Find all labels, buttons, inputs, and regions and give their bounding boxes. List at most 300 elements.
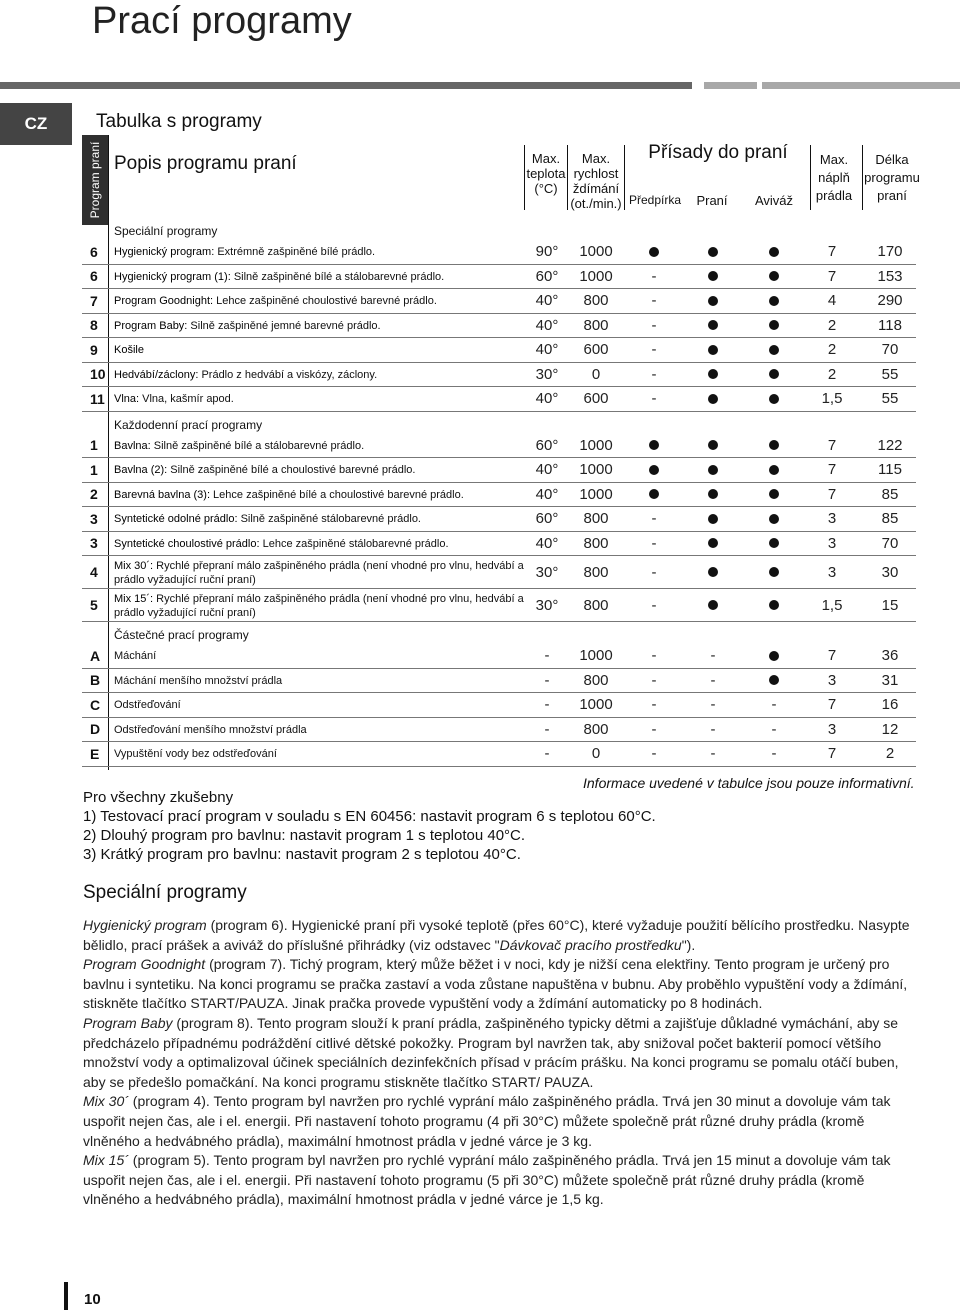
table-row (82, 556, 916, 589)
program-name: Program Goodnight: (114, 295, 214, 307)
filled-dot-icon (769, 514, 779, 524)
header-duration-l3: praní (877, 188, 907, 203)
filled-dot-icon (769, 296, 779, 306)
cell-temp: 90° (535, 243, 559, 261)
program-lead: Program Baby (83, 1014, 173, 1031)
program-number: 1 (90, 461, 98, 478)
cell-temp: 60° (535, 267, 559, 285)
cell-dur: 36 (881, 647, 899, 665)
cell-soft (741, 387, 807, 411)
program-number: 5 (90, 597, 98, 613)
header-prewash (624, 193, 686, 208)
cell-load: 7 (827, 696, 837, 714)
cell-pre: - (651, 365, 657, 383)
header-max-spin (568, 151, 624, 211)
filled-dot-icon (649, 465, 659, 475)
cell-wash (685, 387, 741, 411)
cell-wash (685, 507, 741, 531)
program-description: Program Baby: Silně zašpiněné jemné barevné prádlo. (114, 319, 381, 332)
cell-wash: - (710, 745, 716, 763)
cell-spin: 800 (583, 596, 609, 614)
cell-temp: 40° (535, 292, 559, 310)
filled-dot-icon (708, 320, 718, 330)
cell-wash: - (710, 647, 716, 665)
filled-dot-icon (649, 489, 659, 499)
cell-spin: 1000 (579, 696, 613, 714)
section-label: Částečné prací programy (114, 628, 249, 642)
cell-load: 7 (827, 243, 837, 261)
program-description: Máchání menšího množství prádla (114, 674, 283, 687)
header-duration-l1: Délka (875, 152, 909, 167)
cell-load: 3 (827, 671, 837, 689)
header-softener (741, 193, 807, 208)
cell-spin: 800 (583, 720, 609, 738)
cell-pre: - (651, 745, 657, 763)
filled-dot-icon (708, 296, 718, 306)
cell-wash: - (710, 696, 716, 714)
program-description: Vlna: Vlna, kašmír apod. (114, 393, 234, 405)
cell-spin: 1000 (579, 647, 613, 665)
table-row (82, 458, 916, 483)
cell-load: 7 (827, 267, 837, 285)
special-programs-text (83, 916, 919, 1210)
program-description: Syntetické odolné prádlo: Silně zašpiněné stálobarevné prádlo. (114, 513, 421, 525)
program-number: 6 (90, 243, 98, 260)
table-row (82, 240, 916, 265)
cell-soft (741, 589, 807, 621)
program-description: Odstřeďování (114, 699, 181, 711)
table-row (82, 644, 916, 669)
cell-wash (685, 458, 741, 482)
cell-wash (685, 434, 741, 458)
special-paragraph: Program Baby (program 8). Tento program slouží k praní prádla, zašpiněného typicky dětmi a zajišťuje důkladné vymáchání, aby se předcházelo případnému podráždění citlivé dětské pokožky. Program byl navržen tak, aby snižoval počet bakterií pomocí většího množství vody a optimalizoval účinek speciálních dezinfekčních přísad v prácím prášku. Na konci programu se pomalu otáčí buben, aby se předešlo pomačkání. Na konci programu stiskněte tlačítko START/ PAUZA. (83, 1014, 899, 1090)
program-number: D (90, 721, 101, 738)
cell-spin: 1000 (579, 461, 613, 479)
program-description: Hedvábí/záclony: Prádlo z hedvábí a viskózy, záclony. (114, 368, 378, 381)
filled-dot-icon (708, 538, 718, 548)
table-row (82, 589, 916, 622)
cell-wash (685, 265, 741, 289)
program-description: Hygienický program: Extrémně zašpiněné bílé prádlo. (114, 246, 376, 258)
cell-wash: - (710, 671, 716, 689)
cell-dur: 31 (881, 671, 899, 689)
cell-wash (685, 589, 741, 621)
cell-pre: - (651, 720, 657, 738)
header-max-load (808, 151, 860, 205)
cell-load: 2 (827, 365, 837, 383)
cell-pre: - (651, 390, 657, 408)
table-row (82, 483, 916, 508)
program-number: 2 (90, 486, 98, 503)
cell-soft (741, 532, 807, 556)
filled-dot-icon (769, 345, 779, 355)
cell-load: 3 (827, 534, 837, 552)
cell-dur: 55 (881, 390, 899, 408)
table-row (82, 363, 916, 388)
cell-pre (623, 240, 685, 264)
program-name: Syntetické odolné prádlo: (114, 513, 238, 525)
cell-pre: - (651, 596, 657, 614)
tests-line-3: 3) Krátký program pro bavlnu: nastavit program 2 s teplotou 40°C. (83, 846, 521, 863)
cell-dur: 85 (881, 510, 899, 528)
cell-temp: 40° (535, 534, 559, 552)
cell-pre: - (651, 292, 657, 310)
cell-pre: - (651, 647, 657, 665)
filled-dot-icon (708, 271, 718, 281)
filled-dot-icon (769, 600, 779, 610)
cell-load: 2 (827, 316, 837, 334)
filled-dot-icon (708, 600, 718, 610)
program-number: 11 (90, 390, 105, 407)
program-number: 4 (90, 564, 98, 580)
cell-pre (623, 434, 685, 458)
cell-soft (741, 669, 807, 693)
header-divider-3 (624, 145, 625, 210)
filled-dot-icon (769, 369, 779, 379)
cell-spin: 800 (583, 534, 609, 552)
cell-spin: 0 (591, 745, 601, 763)
footer-rule (64, 1282, 68, 1310)
program-description: Syntetické choulostivé prádlo: Lehce zašpiněné stálobarevné prádlo. (114, 537, 449, 550)
filled-dot-icon (769, 489, 779, 499)
tests-line-2: 2) Dlouhý program pro bavlnu: nastavit program 1 s teplotou 40°C. (83, 827, 526, 844)
table-row (82, 434, 916, 459)
cell-dur: 15 (881, 596, 899, 614)
header-divider-5 (862, 145, 863, 210)
table-note: Informace uvedené v tabulce jsou pouze informativní. (583, 775, 915, 791)
header-additives (626, 142, 810, 163)
filled-dot-icon (708, 465, 718, 475)
program-lead: Program Goodnight (83, 956, 206, 973)
header-max-temp-l1: Max. (531, 151, 561, 166)
header-softener-text: Aviváž (754, 193, 794, 208)
cell-load: 1,5 (821, 390, 843, 408)
cell-dur: 122 (877, 436, 903, 454)
header-wash (684, 193, 740, 208)
tests-heading: Pro všechny zkušebny (83, 789, 234, 806)
cell-load: 3 (827, 720, 837, 738)
program-description: Bavlna (2): Silně zašpiněné bílé a choulostivé barevné prádlo. (114, 464, 416, 476)
program-number: 9 (90, 341, 98, 358)
program-description: Barevná bavlna (3): Lehce zašpiněné bílé a choulostivé barevné prádlo. (114, 488, 464, 501)
program-name: Bavlna (2): (114, 464, 168, 476)
cell-load: 7 (827, 745, 837, 763)
program-name: Hygienický program: (114, 246, 215, 258)
header-rule-light-1 (704, 82, 757, 89)
cell-temp: - (544, 696, 550, 714)
cell-load: 1,5 (821, 596, 843, 614)
program-number: 7 (90, 292, 98, 309)
cell-spin: 800 (583, 563, 609, 581)
header-rule-dark (0, 82, 692, 89)
table-row (82, 338, 916, 363)
header-description-text: Popis programu praní (114, 153, 297, 174)
table-row (82, 718, 916, 743)
cell-pre: - (651, 267, 657, 285)
cell-temp: 40° (535, 390, 559, 408)
table-section-heading (82, 218, 916, 240)
filled-dot-icon (649, 247, 659, 257)
cell-dur: 115 (878, 461, 902, 479)
cell-wash (685, 483, 741, 507)
header-max-temp (525, 151, 567, 196)
cell-wash (685, 314, 741, 338)
cell-spin: 1000 (579, 243, 613, 261)
cell-spin: 1000 (579, 485, 613, 503)
cell-soft (741, 434, 807, 458)
cell-wash (685, 363, 741, 387)
program-number: C (90, 696, 101, 713)
header-duration-l2: programu (864, 170, 920, 185)
program-description: Program Goodnight: Lehce zašpiněné choulostivé barevné prádlo. (114, 295, 437, 307)
cell-temp: 30° (535, 365, 559, 383)
cell-dur: 85 (881, 485, 899, 503)
cell-wash: - (710, 720, 716, 738)
cell-dur: 153 (877, 267, 903, 285)
program-name: Barevná bavlna (3): (114, 488, 210, 501)
filled-dot-icon (769, 320, 779, 330)
cell-load: 2 (827, 341, 837, 359)
program-description: Vypuštění vody bez odstřeďování (114, 748, 277, 760)
filled-dot-icon (769, 651, 779, 661)
special-paragraph: Mix 30´ (program 4). Tento program byl navržen pro rychlé vyprání málo zašpiněného prádla. Trvá jen 30 minut a dovoluje vám tak uspořit nejen čas, ale i el. energii. Při nastavení tohoto programu (4 při 30°C) můžete společně prát různé druhy prádla (kromě vlněného a hedvábného prádla), maximální hmotnost prádla v jedné várce je 3 kg. (83, 1093, 891, 1149)
cell-dur: 55 (881, 365, 899, 383)
program-name: Košile (114, 344, 144, 356)
program-name: Vlna: (114, 393, 140, 405)
program-description: Odstřeďování menšího množství prádla (114, 723, 307, 736)
table-row (82, 669, 916, 694)
table-row (82, 265, 916, 290)
filled-dot-icon (708, 247, 718, 257)
cell-temp: 40° (535, 341, 559, 359)
filled-dot-icon (769, 247, 779, 257)
program-description: Máchání (114, 650, 157, 662)
cell-soft (741, 556, 807, 588)
cell-soft: - (771, 720, 777, 738)
cell-temp: - (544, 647, 550, 665)
cell-pre: - (651, 696, 657, 714)
table-row (82, 507, 916, 532)
cell-temp: 40° (535, 461, 559, 479)
section-reference: Dávkovač pracího prostředku (499, 936, 682, 953)
cell-pre (623, 483, 685, 507)
filled-dot-icon (769, 567, 779, 577)
section-label: Speciální programy (114, 224, 218, 238)
program-lead: Hygienický program (83, 917, 207, 933)
cell-soft (741, 338, 807, 362)
program-description (114, 343, 524, 357)
cell-pre: - (651, 341, 657, 359)
cell-load: 7 (827, 436, 837, 454)
header-max-load-l3: prádla (815, 188, 853, 203)
cell-dur: 2 (885, 745, 895, 763)
table-row (82, 693, 916, 718)
header-max-temp-l2: teplota (526, 166, 566, 181)
test-instructions (83, 788, 656, 864)
cell-spin: 800 (583, 292, 609, 310)
header-divider-2 (567, 145, 568, 210)
table-row (82, 532, 916, 557)
cell-dur: 16 (881, 696, 899, 714)
cell-spin: 800 (583, 316, 609, 334)
cell-temp: 60° (535, 510, 559, 528)
cell-spin: 600 (583, 390, 609, 408)
cell-spin: 1000 (579, 267, 613, 285)
filled-dot-icon (769, 440, 779, 450)
filled-dot-icon (708, 440, 718, 450)
cell-spin: 0 (591, 365, 601, 383)
header-additives-text: Přísady do praní (648, 142, 788, 163)
header-max-spin-l3: ždímání (572, 181, 620, 196)
cell-dur: 170 (877, 243, 903, 261)
program-description: Mix 15´: Rychlé přepraní málo zašpiněného prádla (není vhodné pro vlnu, hedvábí a prádlo vyžadující ruční praní) (114, 593, 524, 619)
program-description: Bavlna: Silně zašpiněné bílé a stálobarevné prádlo. (114, 439, 365, 452)
cell-temp: - (544, 745, 550, 763)
cell-temp: 60° (535, 436, 559, 454)
header-divider-1 (524, 145, 525, 210)
header-rule-light-2 (762, 82, 960, 89)
header-max-spin-l4: (ot./min.) (570, 196, 622, 211)
header-max-load-l1: Max. (819, 152, 849, 167)
filled-dot-icon (708, 369, 718, 379)
cell-dur: 70 (881, 341, 899, 359)
program-side-label (82, 135, 108, 225)
filled-dot-icon (769, 271, 779, 281)
cell-temp: 40° (535, 485, 559, 503)
cell-pre: - (651, 563, 657, 581)
program-name: Mix 30´: (114, 560, 154, 572)
filled-dot-icon (649, 440, 659, 450)
table-row (82, 387, 916, 412)
program-name: Mix 15´: (114, 593, 154, 605)
cell-wash (685, 240, 741, 264)
filled-dot-icon (708, 394, 718, 404)
program-number: 6 (90, 268, 98, 285)
special-paragraph: Mix 15´ (program 5). Tento program byl navržen pro rychlé vyprání málo zašpiněného prádla. Trvá jen 15 minut a dovoluje vám tak uspořit nejen čas, ale i el. energii. Při nastavení tohoto programu (5 při 30°C) můžete společně prát různé druhy prádla (kromě vlněného a hedvábného prádla), maximální hmotnost prádla v jedné várce je 1,5 kg. (83, 1152, 891, 1208)
table-section-heading (82, 412, 916, 434)
program-number: 3 (90, 510, 98, 527)
program-number: E (90, 745, 100, 762)
language-badge: CZ (0, 103, 72, 145)
cell-pre: - (651, 510, 657, 528)
program-number: 10 (90, 366, 106, 383)
header-max-load-l2: náplň (818, 170, 850, 185)
section-label: Každodenní prací programy (114, 417, 263, 432)
cell-temp: 40° (535, 316, 559, 334)
special-paragraph: Program Goodnight (program 7). Tichý program, který může běžet i v noci, kdy je nižší cena elektřiny. Tento program je určený pro bavlnu i syntetiku. Na konci programu se pračka zastaví a voda zůstane napuštěna v bubnu. Aby proběhlo vypuštění vody a ždímání, stiskněte tlačítko START/PAUZA. Jinak pračka provede vypuštění vody a ždímání automaticky po 8 hodinách. (83, 956, 908, 1012)
cell-pre: - (651, 671, 657, 689)
table-row (82, 289, 916, 314)
header-max-temp-l3: (°C) (534, 181, 558, 196)
program-description: Mix 30´: Rychlé přepraní málo zašpiněného prádla (není vhodné pro vlnu, hedvábí a prádlo vyžadující ruční praní) (114, 560, 524, 586)
cell-wash (685, 338, 741, 362)
cell-dur: 30 (881, 563, 899, 581)
page-number: 10 (84, 1291, 101, 1308)
program-description: Hygienický program (1): Silně zašpiněné bílé a stálobarevné prádlo. (114, 270, 445, 283)
cell-soft: - (771, 745, 777, 763)
program-number: A (90, 647, 101, 664)
program-number: 8 (90, 317, 98, 334)
filled-dot-icon (708, 567, 718, 577)
cell-dur: 70 (881, 534, 899, 552)
header-duration (862, 151, 922, 205)
special-programs-heading: Speciální programy (83, 882, 247, 903)
cell-pre (623, 458, 685, 482)
header-description (114, 153, 297, 174)
cell-wash (685, 289, 741, 313)
cell-load: 4 (827, 292, 837, 310)
table-row (82, 742, 916, 767)
cell-load: 3 (827, 510, 837, 528)
cell-soft (741, 483, 807, 507)
cell-temp: 30° (535, 563, 559, 581)
program-lead: Mix 15´ (83, 1152, 129, 1169)
cell-soft (741, 458, 807, 482)
page-title: Prací programy (92, 0, 352, 42)
cell-spin: 800 (583, 510, 609, 528)
cell-spin: 800 (583, 671, 609, 689)
program-lead: Mix 30´ (83, 1093, 129, 1110)
filled-dot-icon (769, 538, 779, 548)
cell-temp: - (544, 720, 550, 738)
program-number: 3 (90, 535, 98, 552)
header-divider-4 (810, 145, 811, 210)
filled-dot-icon (769, 394, 779, 404)
program-name: Program Baby: (114, 319, 188, 332)
filled-dot-icon (708, 514, 718, 524)
cell-dur: 290 (877, 292, 903, 310)
cell-load: 7 (827, 461, 837, 479)
cell-temp: 30° (535, 596, 559, 614)
cell-dur: 12 (881, 720, 899, 738)
cell-soft (741, 289, 807, 313)
table-row (82, 314, 916, 339)
filled-dot-icon (708, 489, 718, 499)
special-paragraph: Hygienický program (program 6). Hygienické praní při vysoké teplotě (přes 60°C), které vyžaduje použití bělícího prostředku. Nasypte bělidlo, prací prášek a aviváž do příslušné přihrádky (viz odstavec "Dávkovač pracího prostředku"). (83, 917, 910, 953)
table-title: Tabulka s programy (96, 111, 262, 132)
cell-wash (685, 532, 741, 556)
program-name: Hedvábí/záclony: (114, 368, 199, 381)
filled-dot-icon (769, 465, 779, 475)
header-wash-text: Praní (696, 193, 728, 208)
header-max-spin-l1: Max. (581, 151, 611, 166)
cell-spin: 600 (583, 341, 609, 359)
cell-load: 7 (827, 647, 837, 665)
program-number: B (90, 672, 101, 689)
program-name: Syntetické choulostivé prádlo: (114, 537, 260, 550)
filled-dot-icon (769, 675, 779, 685)
program-name: Hygienický program (1): (114, 270, 231, 283)
table-section-heading (82, 622, 916, 644)
cell-soft (741, 644, 807, 668)
cell-soft (741, 265, 807, 289)
cell-soft (741, 363, 807, 387)
cell-soft (741, 507, 807, 531)
header-max-spin-l2: rychlost (573, 166, 619, 181)
cell-pre: - (651, 316, 657, 334)
cell-load: 3 (827, 563, 837, 581)
cell-pre: - (651, 534, 657, 552)
cell-load: 7 (827, 485, 837, 503)
cell-soft (741, 314, 807, 338)
program-name: Bavlna: (114, 439, 151, 452)
cell-spin: 1000 (579, 436, 613, 454)
filled-dot-icon (708, 345, 718, 355)
cell-wash (685, 556, 741, 588)
side-label-text: Program praní (88, 141, 102, 219)
cell-soft: - (771, 696, 777, 714)
program-number: 1 (90, 437, 98, 454)
